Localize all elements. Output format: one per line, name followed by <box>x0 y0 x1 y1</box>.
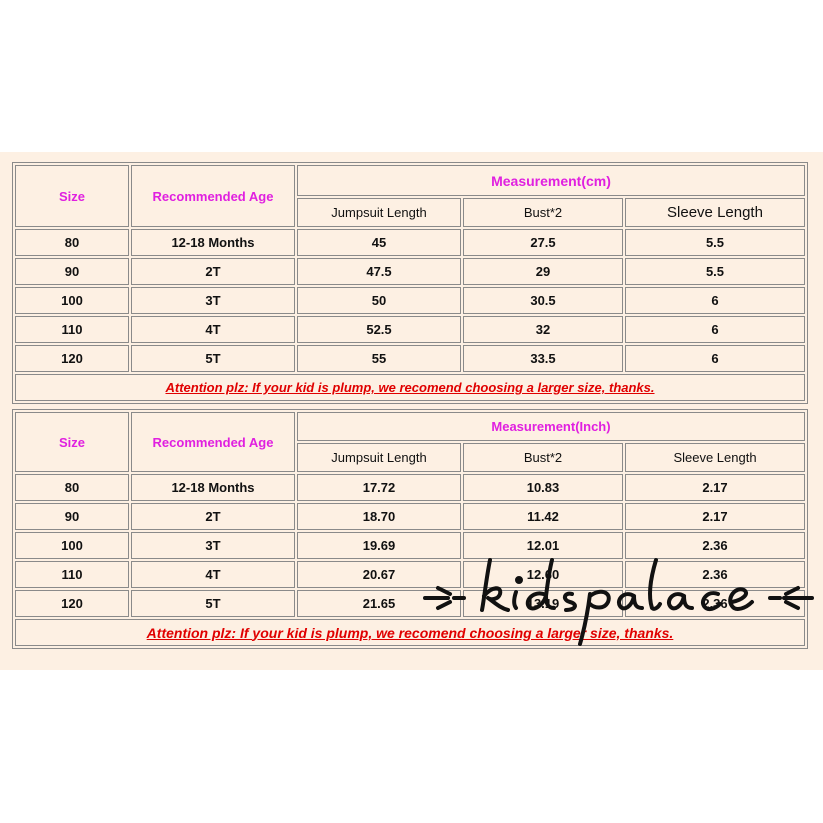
cell-size: 100 <box>15 532 129 559</box>
header-jumpsuit-length: Jumpsuit Length <box>297 198 461 227</box>
cell-length: 47.5 <box>297 258 461 285</box>
header-bust: Bust*2 <box>463 443 623 472</box>
cell-bust: 11.42 <box>463 503 623 530</box>
header-bust: Bust*2 <box>463 198 623 227</box>
cell-length: 50 <box>297 287 461 314</box>
cell-sleeve: 6 <box>625 287 805 314</box>
cell-length: 45 <box>297 229 461 256</box>
cell-bust: 29 <box>463 258 623 285</box>
table-row <box>15 345 805 372</box>
cell-size: 80 <box>15 474 129 501</box>
size-table-cm <box>12 162 808 404</box>
table-row <box>15 258 805 285</box>
cell-sleeve: 5.5 <box>625 229 805 256</box>
cell-size: 110 <box>15 316 129 343</box>
cell-length: 21.65 <box>297 590 461 617</box>
header-jumpsuit-length: Jumpsuit Length <box>297 443 461 472</box>
cell-age: 12-18 Months <box>131 474 295 501</box>
attention-note: Attention plz: If your kid is plump, we recomend choosing a larger size, thanks. <box>15 374 805 401</box>
cell-sleeve: 5.5 <box>625 258 805 285</box>
cell-size: 90 <box>15 258 129 285</box>
header-measurement: Measurement(cm) <box>297 165 805 196</box>
cell-bust: 13.19 <box>463 590 623 617</box>
header-measurement: Measurement(Inch) <box>297 412 805 441</box>
cell-bust: 32 <box>463 316 623 343</box>
cell-bust: 30.5 <box>463 287 623 314</box>
cell-bust: 12.60 <box>463 561 623 588</box>
cell-age: 3T <box>131 532 295 559</box>
cell-age: 5T <box>131 345 295 372</box>
cell-sleeve: 2.36 <box>625 561 805 588</box>
cell-sleeve: 2.36 <box>625 590 805 617</box>
cell-length: 20.67 <box>297 561 461 588</box>
cell-bust: 10.83 <box>463 474 623 501</box>
cell-length: 17.72 <box>297 474 461 501</box>
cell-age: 2T <box>131 503 295 530</box>
cell-size: 90 <box>15 503 129 530</box>
cell-bust: 12.01 <box>463 532 623 559</box>
cell-length: 19.69 <box>297 532 461 559</box>
cell-age: 12-18 Months <box>131 229 295 256</box>
cell-age: 3T <box>131 287 295 314</box>
header-size: Size <box>15 165 129 227</box>
header-recommended-age: Recommended Age <box>131 412 295 472</box>
header-recommended-age: Recommended Age <box>131 165 295 227</box>
table-row <box>15 474 805 501</box>
header-sleeve-length: Sleeve Length <box>625 198 805 227</box>
cell-size: 120 <box>15 590 129 617</box>
header-sleeve-length: Sleeve Length <box>625 443 805 472</box>
cell-age: 2T <box>131 258 295 285</box>
cell-length: 18.70 <box>297 503 461 530</box>
cell-age: 4T <box>131 561 295 588</box>
cell-size: 110 <box>15 561 129 588</box>
cell-bust: 27.5 <box>463 229 623 256</box>
kidspalace-watermark <box>420 540 823 650</box>
cell-sleeve: 2.36 <box>625 532 805 559</box>
cell-sleeve: 6 <box>625 316 805 343</box>
cell-length: 52.5 <box>297 316 461 343</box>
cell-sleeve: 2.17 <box>625 474 805 501</box>
attention-note: Attention plz: If your kid is plump, we recomend choosing a larger size, thanks. <box>15 619 805 646</box>
cell-length: 55 <box>297 345 461 372</box>
cell-sleeve: 6 <box>625 345 805 372</box>
cell-size: 120 <box>15 345 129 372</box>
cell-age: 5T <box>131 590 295 617</box>
table-row <box>15 229 805 256</box>
table-row <box>15 316 805 343</box>
header-size: Size <box>15 412 129 472</box>
cell-sleeve: 2.17 <box>625 503 805 530</box>
cell-age: 4T <box>131 316 295 343</box>
table-row <box>15 287 805 314</box>
cell-bust: 33.5 <box>463 345 623 372</box>
table-row <box>15 503 805 530</box>
cell-size: 100 <box>15 287 129 314</box>
cell-size: 80 <box>15 229 129 256</box>
